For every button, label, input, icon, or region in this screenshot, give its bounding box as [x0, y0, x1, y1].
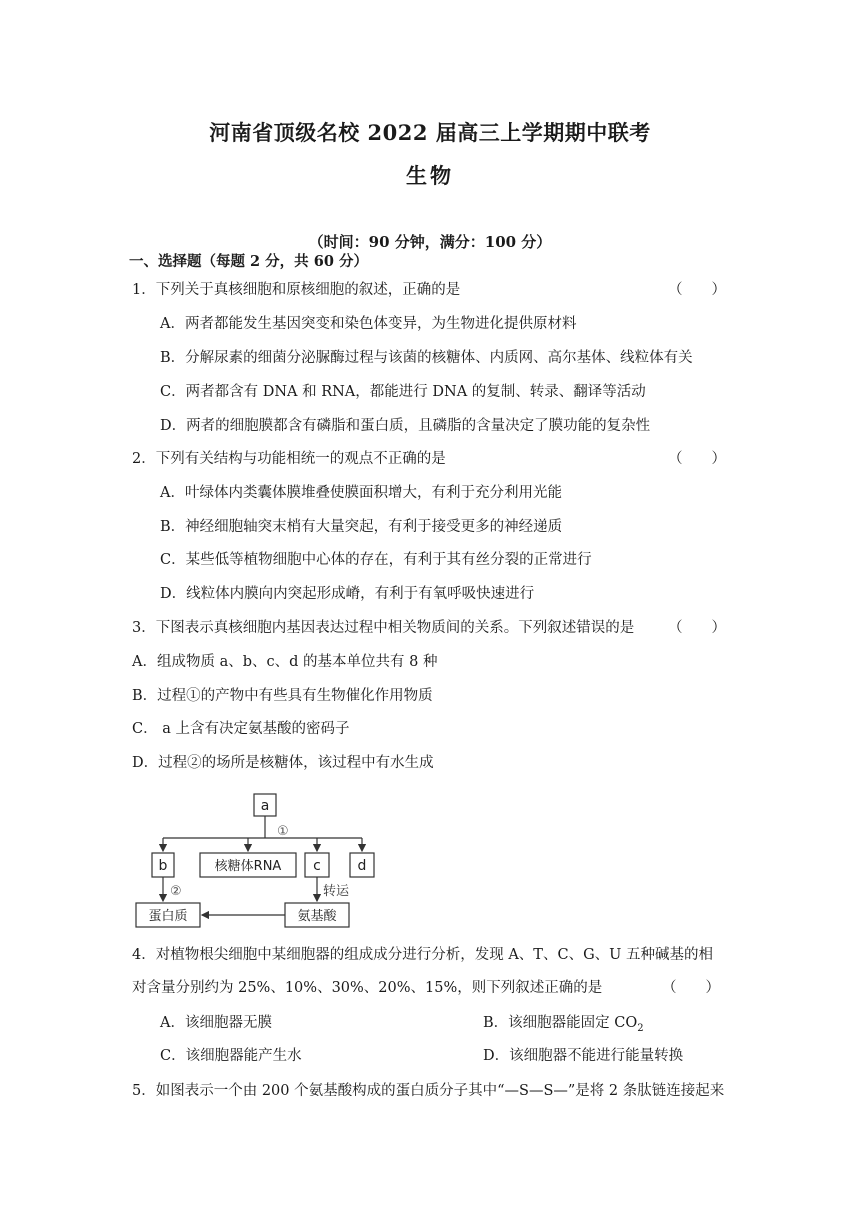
- step-1-label: ①: [277, 824, 289, 839]
- question-4-stem-line-2: 对含量分别约为 25%、10%、30%、20%、15%，则下列叙述正确的是: [132, 980, 603, 996]
- question-1-option-a: A．两者都能发生基因突变和染色体变异，为生物进化提供原材料: [160, 316, 577, 332]
- question-4-option-c: C．该细胞器能产生水: [160, 1048, 302, 1064]
- question-4-option-d: D．该细胞器不能进行能量转换: [483, 1048, 684, 1064]
- question-3-option-a: A．组成物质 a、b、c、d 的基本单位共有 8 种: [132, 654, 438, 670]
- exam-title: 河南省顶级名校 2022 届高三上学期期中联考: [209, 120, 651, 145]
- gene-expression-diagram: [130, 785, 390, 933]
- question-4-option-b-text: B．该细胞器能固定 CO: [483, 1015, 638, 1031]
- question-3-answer-blank: （ ）: [668, 620, 726, 636]
- node-c-label: c: [313, 858, 321, 874]
- question-2-answer-blank: （ ）: [668, 451, 726, 467]
- question-1-option-b: B．分解尿素的细菌分泌脲酶过程与该菌的核糖体、内质网、高尔基体、线粒体有关: [160, 350, 693, 366]
- node-a-label: a: [260, 798, 270, 814]
- node-protein-label: 蛋白质: [148, 909, 188, 924]
- transport-label: 转运: [323, 884, 350, 899]
- step-2-label: ②: [170, 884, 182, 899]
- question-3-option-c: C． a 上含有决定氨基酸的密码子: [132, 721, 350, 737]
- question-2-option-b: B．神经细胞轴突末梢有大量突起，有利于接受更多的神经递质: [160, 519, 563, 535]
- question-4-stem-line-1: 4．对植物根尖细胞中某细胞器的组成成分进行分析，发现 A、T、C、G、U 五种碱基的相: [132, 947, 713, 963]
- question-4-answer-blank: （ ）: [662, 980, 720, 996]
- exam-subject: 生物: [406, 163, 454, 188]
- node-b-label: b: [158, 858, 168, 874]
- question-3-option-d: D．过程②的场所是核糖体，该过程中有水生成: [132, 755, 434, 771]
- question-2-option-c: C．某些低等植物细胞中心体的存在，有利于其有丝分裂的正常进行: [160, 552, 592, 568]
- node-rrna-label: 核糖体RNA: [214, 859, 282, 874]
- question-2-stem: 2．下列有关结构与功能相统一的观点不正确的是: [132, 451, 446, 467]
- exam-info: （时间：90 分钟，满分：100 分）: [308, 233, 552, 251]
- question-5-stem: 5．如图表示一个由 200 个氨基酸构成的蛋白质分子其中“—S—S—”是将 2 条肽链连接起来: [132, 1083, 725, 1099]
- question-3-stem: 3．下图表示真核细胞内基因表达过程中相关物质间的关系。下列叙述错误的是: [132, 620, 635, 636]
- question-4-option-a: A．该细胞器无膜: [160, 1015, 272, 1031]
- node-d-label: d: [357, 858, 367, 874]
- node-amino-label: 氨基酸: [297, 909, 337, 924]
- question-1-stem: 1．下列关于真核细胞和原核细胞的叙述，正确的是: [132, 282, 461, 298]
- question-4-option-b: [483, 1013, 644, 1039]
- question-2-option-d: D．线粒体内膜向内突起形成嵴，有利于有氧呼吸快速进行: [160, 586, 535, 602]
- question-3-option-b: B．过程①的产物中有些具有生物催化作用物质: [132, 688, 433, 704]
- question-1-option-d: D．两者的细胞膜都含有磷脂和蛋白质，且磷脂的含量决定了膜功能的复杂性: [160, 418, 651, 434]
- co2-subscript: 2: [637, 1022, 644, 1034]
- question-2-option-a: A．叶绿体内类囊体膜堆叠使膜面积增大，有利于充分利用光能: [160, 485, 562, 501]
- question-1-answer-blank: （ ）: [668, 282, 726, 298]
- question-1-option-c: C．两者都含有 DNA 和 RNA，都能进行 DNA 的复制、转录、翻译等活动: [160, 384, 646, 400]
- section-heading: 一、选择题（每题 2 分，共 60 分）: [129, 253, 368, 270]
